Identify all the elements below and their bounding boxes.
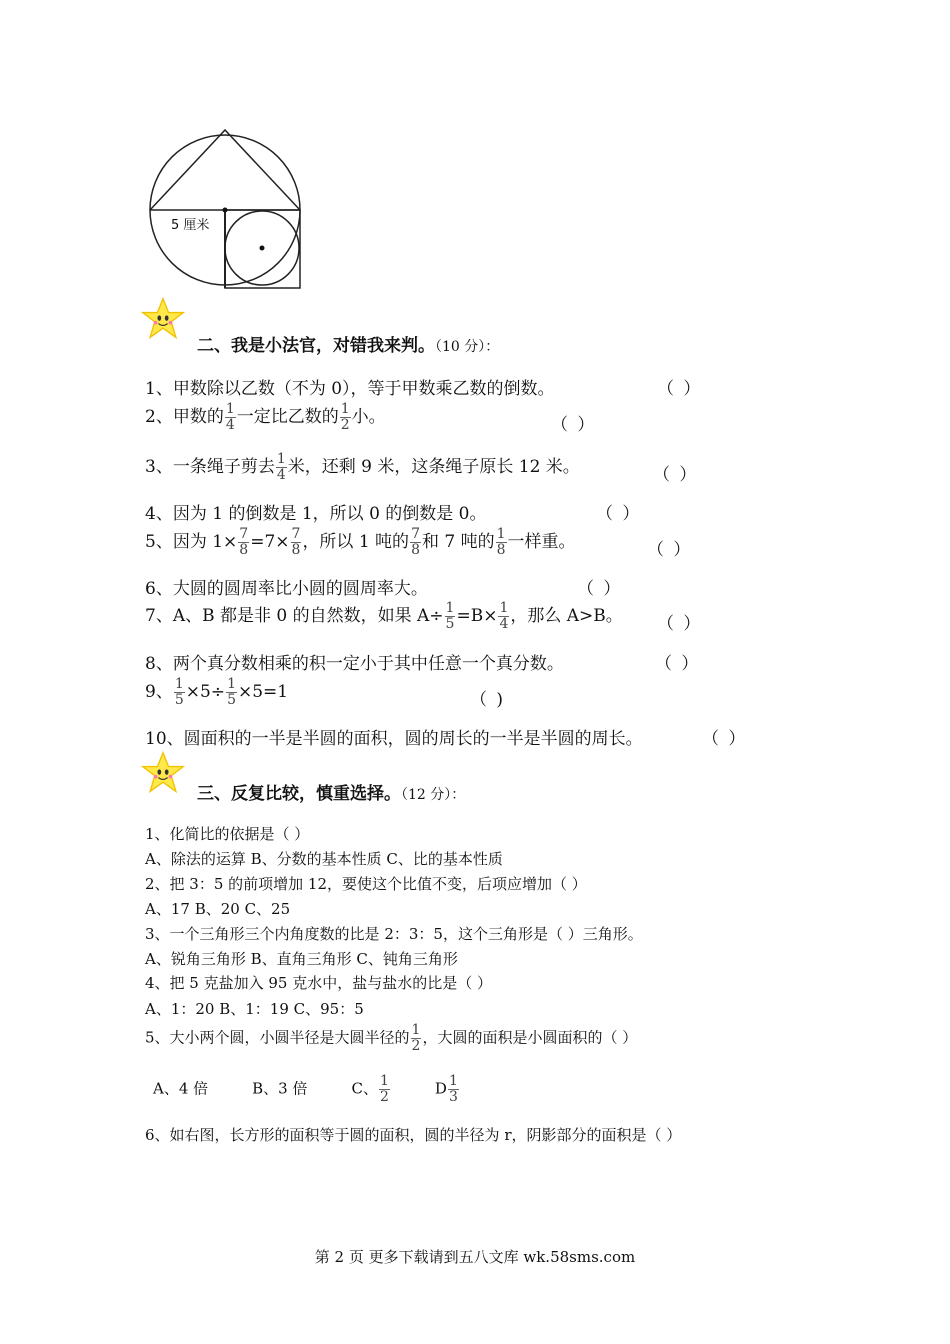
mc-q5-options: A、4 倍 B、3 倍 C、 $\frac{1}{2}$ D $\frac{1}{3}$	[153, 1073, 458, 1105]
tf-item-2: 2、甲数的 $\frac{1}{4}$ 一定比乙数的 $\frac{1}{2}$ 小。	[145, 401, 386, 433]
mc-options: A、除法的运算 B、分数的基本性质 C、比的基本性质	[145, 850, 503, 868]
section2-title: 二、我是小法官，对错我来判。（10 分）：	[197, 336, 500, 356]
section3-title: 三、反复比较，慎重选择。（12 分）：	[197, 784, 466, 804]
mc-line: 1、化简比的依据是（ ）	[145, 825, 310, 843]
tf-item-3: 3、一条绳子剪去 $\frac{1}{4}$ 米，还剩 9 米，这条绳子原长 12 米。	[145, 451, 580, 483]
star-icon	[140, 750, 186, 796]
tf-item-1: 1、甲数除以乙数（不为 0），等于甲数乘乙数的倒数。	[145, 379, 555, 399]
tf-paren-7[interactable]: （ ）	[657, 614, 703, 634]
tf-item-4: 4、因为 1 的倒数是 1，所以 0 的倒数是 0。	[145, 504, 487, 524]
tf-paren-9[interactable]: （ )	[470, 690, 506, 710]
geometry-figure	[145, 125, 305, 295]
tf-item-10: 10、圆面积的一半是半圆的面积，圆的周长的一半是半圆的周长。	[145, 729, 643, 749]
star-icon	[140, 296, 186, 342]
mc-line: 4、把 5 克盐加入 95 克水中，盐与盐水的比是（ ）	[145, 974, 493, 992]
tf-item-8: 8、两个真分数相乘的积一定小于其中任意一个真分数。	[145, 654, 564, 674]
mc-options: A、锐角三角形 B、直角三角形 C、钝角三角形	[145, 950, 458, 968]
mc-q5: 5、大小两个圆，小圆半径是大圆半径的 $\frac{1}{2}$ ，大圆的面积是小圆面积的（ ）	[145, 1022, 638, 1054]
tf-item-7: 7、A、B 都是非 0 的自然数，如果 A÷ $\frac{1}{5}$ =B× $\frac{1}{4}$ ，那么 A>B。	[145, 600, 623, 632]
tf-item-6: 6、大圆的圆周率比小圆的圆周率大。	[145, 579, 428, 599]
tf-item-9: 9、 $\frac{1}{5}$ ×5÷ $\frac{1}{5}$ ×5=1	[145, 676, 289, 708]
figure-label: 5 厘米	[171, 218, 210, 233]
tf-paren-8[interactable]: （ ）	[655, 654, 701, 674]
mc-line: 6、如右图，长方形的面积等于圆的面积，圆的半径为 r，阴影部分的面积是（ ）	[145, 1126, 682, 1144]
mc-options: A、17 B、20 C、25	[145, 900, 291, 918]
tf-paren-5[interactable]: （ ）	[647, 540, 693, 560]
tf-paren-10[interactable]: （ ）	[702, 729, 748, 749]
tf-paren-4[interactable]: （ ）	[596, 504, 642, 524]
tf-paren-1[interactable]: （ ）	[657, 379, 703, 399]
mc-options: A、1：20 B、1：19 C、95：5	[145, 1000, 364, 1018]
page-footer: 第 2 页 更多下载请到五八文库 wk.58sms.com	[314, 1248, 636, 1266]
tf-item-5: 5、因为 1× $\frac{7}{8}$ =7× $\frac{7}{8}$ ，所以 1 吨的 $\frac{7}{8}$ 和 7 吨的 $\frac{1}{8}$ 一样重。	[145, 526, 576, 558]
tf-paren-2[interactable]: （ ）	[551, 415, 597, 435]
tf-paren-3[interactable]: （ ）	[653, 465, 699, 485]
mc-line: 3、一个三角形三个内角度数的比是 2：3：5，这个三角形是（ ）三角形。	[145, 925, 643, 943]
mc-line: 2、把 3：5 的前项增加 12，要使这个比值不变，后项应增加（ ）	[145, 875, 587, 893]
tf-paren-6[interactable]: （ ）	[577, 579, 623, 599]
